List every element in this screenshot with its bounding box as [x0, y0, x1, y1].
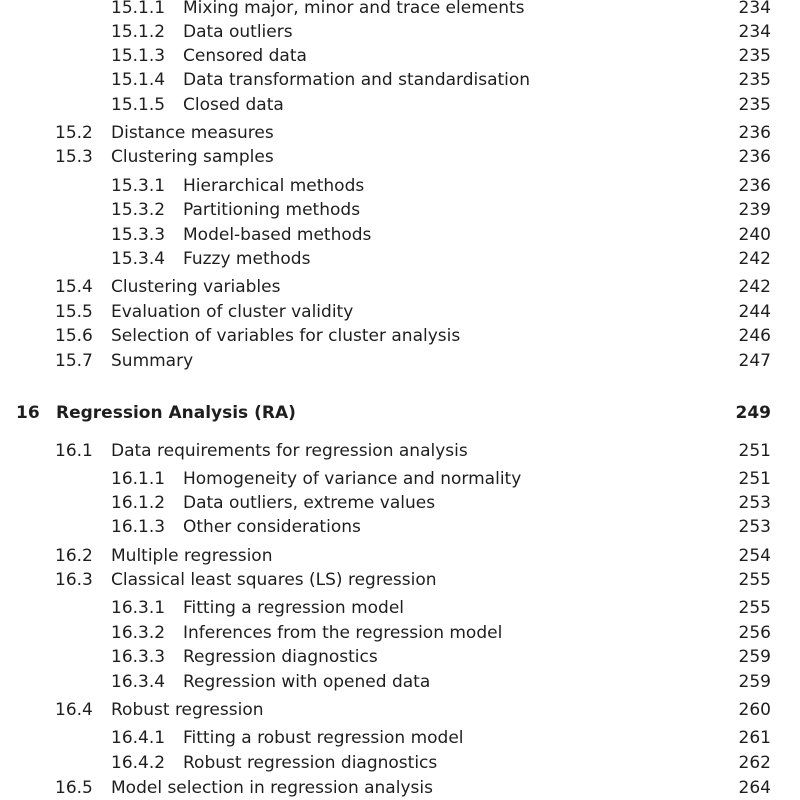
toc-entry — [0, 698, 800, 722]
toc-entry-page: 242 — [738, 277, 771, 297]
toc-entry-title: Summary — [111, 351, 194, 371]
toc-entry-page: 259 — [738, 672, 771, 692]
toc-entry — [0, 439, 800, 463]
toc-entry — [0, 0, 800, 20]
toc-entry-title: Fuzzy methods — [183, 249, 311, 269]
toc-entry-page: 254 — [738, 546, 771, 566]
toc-entry-title: Model selection in regression analysis — [111, 778, 433, 798]
toc-entry-page: 244 — [738, 302, 771, 322]
toc-entry-number: 16.3 — [55, 570, 93, 590]
toc-entry-page: 235 — [738, 70, 771, 90]
toc-entry-title: Closed data — [183, 95, 284, 115]
toc-entry-number: 15.7 — [55, 351, 93, 371]
toc-entry-page: 240 — [738, 225, 771, 245]
toc-entry-title: Selection of variables for cluster analysis — [111, 326, 461, 346]
toc-entry-title: Data requirements for regression analysis — [111, 441, 468, 461]
toc-entry-number: 16.4.1 — [111, 728, 166, 748]
toc-entry-title: Censored data — [183, 46, 307, 66]
toc-entry — [0, 121, 800, 145]
toc-entry — [0, 223, 800, 247]
toc-entry — [0, 145, 800, 169]
toc-entry-page: 255 — [738, 598, 771, 618]
toc-entry-title: Hierarchical methods — [183, 176, 365, 196]
toc-entry — [0, 670, 800, 694]
toc-entry-number: 16.3.1 — [111, 598, 166, 618]
toc-entry — [0, 515, 800, 539]
toc-entry-number: 16.1 — [55, 441, 93, 461]
toc-entry — [0, 20, 800, 44]
toc-entry-number: 16.4.2 — [111, 753, 166, 773]
toc-entry-number: 16.3.4 — [111, 672, 166, 692]
toc-entry-number: 15.3 — [55, 147, 93, 167]
toc-entry — [0, 275, 800, 299]
toc-entry-page: 239 — [738, 200, 771, 220]
toc-entry-page: 260 — [738, 700, 771, 720]
toc-entry-title: Other considerations — [183, 517, 361, 537]
toc-entry — [0, 68, 800, 92]
toc-entry — [0, 726, 800, 750]
toc-entry — [0, 645, 800, 669]
toc-entry-title: Evaluation of cluster validity — [111, 302, 354, 322]
toc-entry — [0, 467, 800, 491]
toc-entry-title: Regression diagnostics — [183, 647, 378, 667]
toc-entry — [0, 174, 800, 198]
toc-entry-number: 15.1.1 — [111, 0, 166, 18]
toc-entry-title: Regression Analysis (RA) — [56, 403, 296, 423]
toc-entry-title: Classical least squares (LS) regression — [111, 570, 437, 590]
toc-entry-page: 251 — [738, 441, 771, 461]
toc-entry-title: Data outliers — [183, 22, 293, 42]
toc-entry-number: 16.2 — [55, 546, 93, 566]
toc-entry — [0, 491, 800, 515]
toc-entry-number: 16.1.1 — [111, 469, 166, 489]
toc-entry — [0, 568, 800, 592]
toc-entry-title: Robust regression — [111, 700, 264, 720]
toc-entry-title: Clustering variables — [111, 277, 281, 297]
toc-entry-title: Homogeneity of variance and normality — [183, 469, 522, 489]
toc-entry-number: 15.3.3 — [111, 225, 166, 245]
toc-entry-page: 249 — [735, 403, 771, 423]
toc-entry-title: Model-based methods — [183, 225, 372, 245]
toc-entry-number: 16.5 — [55, 778, 93, 798]
toc-entry-number: 15.1.3 — [111, 46, 166, 66]
toc-entry-page: 253 — [738, 517, 771, 537]
toc-entry-page: 251 — [738, 469, 771, 489]
toc-entry-page: 235 — [738, 95, 771, 115]
toc-entry — [0, 300, 800, 324]
toc-entry — [0, 324, 800, 348]
toc-entry-page: 236 — [738, 176, 771, 196]
toc-entry-number: 15.3.1 — [111, 176, 166, 196]
toc-entry-title: Clustering samples — [111, 147, 274, 167]
toc-entry-number: 15.3.2 — [111, 200, 166, 220]
toc-entry-page: 234 — [738, 22, 771, 42]
toc-entry — [0, 93, 800, 117]
toc-entry-number: 15.1.2 — [111, 22, 166, 42]
toc-entry-page: 242 — [738, 249, 771, 269]
toc-entry-title: Data transformation and standardisation — [183, 70, 531, 90]
toc-entry-title: Robust regression diagnostics — [183, 753, 438, 773]
toc-entry-page: 261 — [738, 728, 771, 748]
toc-entry — [0, 247, 800, 271]
toc-entry-title: Data outliers, extreme values — [183, 493, 436, 513]
toc-entry-page: 235 — [738, 46, 771, 66]
toc-entry-page: 264 — [738, 778, 771, 798]
toc-entry-number: 15.5 — [55, 302, 93, 322]
toc-entry-number: 16 — [16, 403, 40, 423]
toc-entry — [0, 44, 800, 68]
toc-entry-title: Mixing major, minor and trace elements — [183, 0, 525, 18]
toc-entry — [0, 621, 800, 645]
toc-entry — [0, 596, 800, 620]
toc-entry — [0, 776, 800, 800]
toc-entry-number: 15.1.4 — [111, 70, 166, 90]
toc-entry-number: 15.6 — [55, 326, 93, 346]
toc-entry-page: 234 — [738, 0, 771, 18]
toc-entry-title: Distance measures — [111, 123, 274, 143]
toc-entry-number: 15.1.5 — [111, 95, 166, 115]
toc-entry-title: Fitting a regression model — [183, 598, 404, 618]
toc-entry-title: Partitioning methods — [183, 200, 361, 220]
toc-entry-number: 15.2 — [55, 123, 93, 143]
toc-entry-page: 246 — [738, 326, 771, 346]
toc-entry-page: 259 — [738, 647, 771, 667]
toc-entry — [0, 751, 800, 775]
toc-entry-title: Multiple regression — [111, 546, 273, 566]
toc-entry-page: 236 — [738, 123, 771, 143]
toc-chapter-entry — [0, 401, 800, 425]
toc-entry-number: 16.3.2 — [111, 623, 166, 643]
toc-entry-page: 247 — [738, 351, 771, 371]
toc-entry-page: 262 — [738, 753, 771, 773]
toc-entry-page: 255 — [738, 570, 771, 590]
toc-entry-number: 15.3.4 — [111, 249, 166, 269]
toc-entry-title: Fitting a robust regression model — [183, 728, 464, 748]
toc-entry-number: 16.4 — [55, 700, 93, 720]
toc-entry-number: 16.1.3 — [111, 517, 166, 537]
toc-entry-page: 256 — [738, 623, 771, 643]
toc-entry-number: 15.4 — [55, 277, 93, 297]
toc-entry-page: 253 — [738, 493, 771, 513]
toc-entry-page: 236 — [738, 147, 771, 167]
toc-entry — [0, 198, 800, 222]
toc-entry — [0, 544, 800, 568]
toc-entry — [0, 349, 800, 373]
toc-entry-number: 16.1.2 — [111, 493, 166, 513]
toc-entry-title: Inferences from the regression model — [183, 623, 503, 643]
toc-entry-number: 16.3.3 — [111, 647, 166, 667]
toc-entry-title: Regression with opened data — [183, 672, 431, 692]
